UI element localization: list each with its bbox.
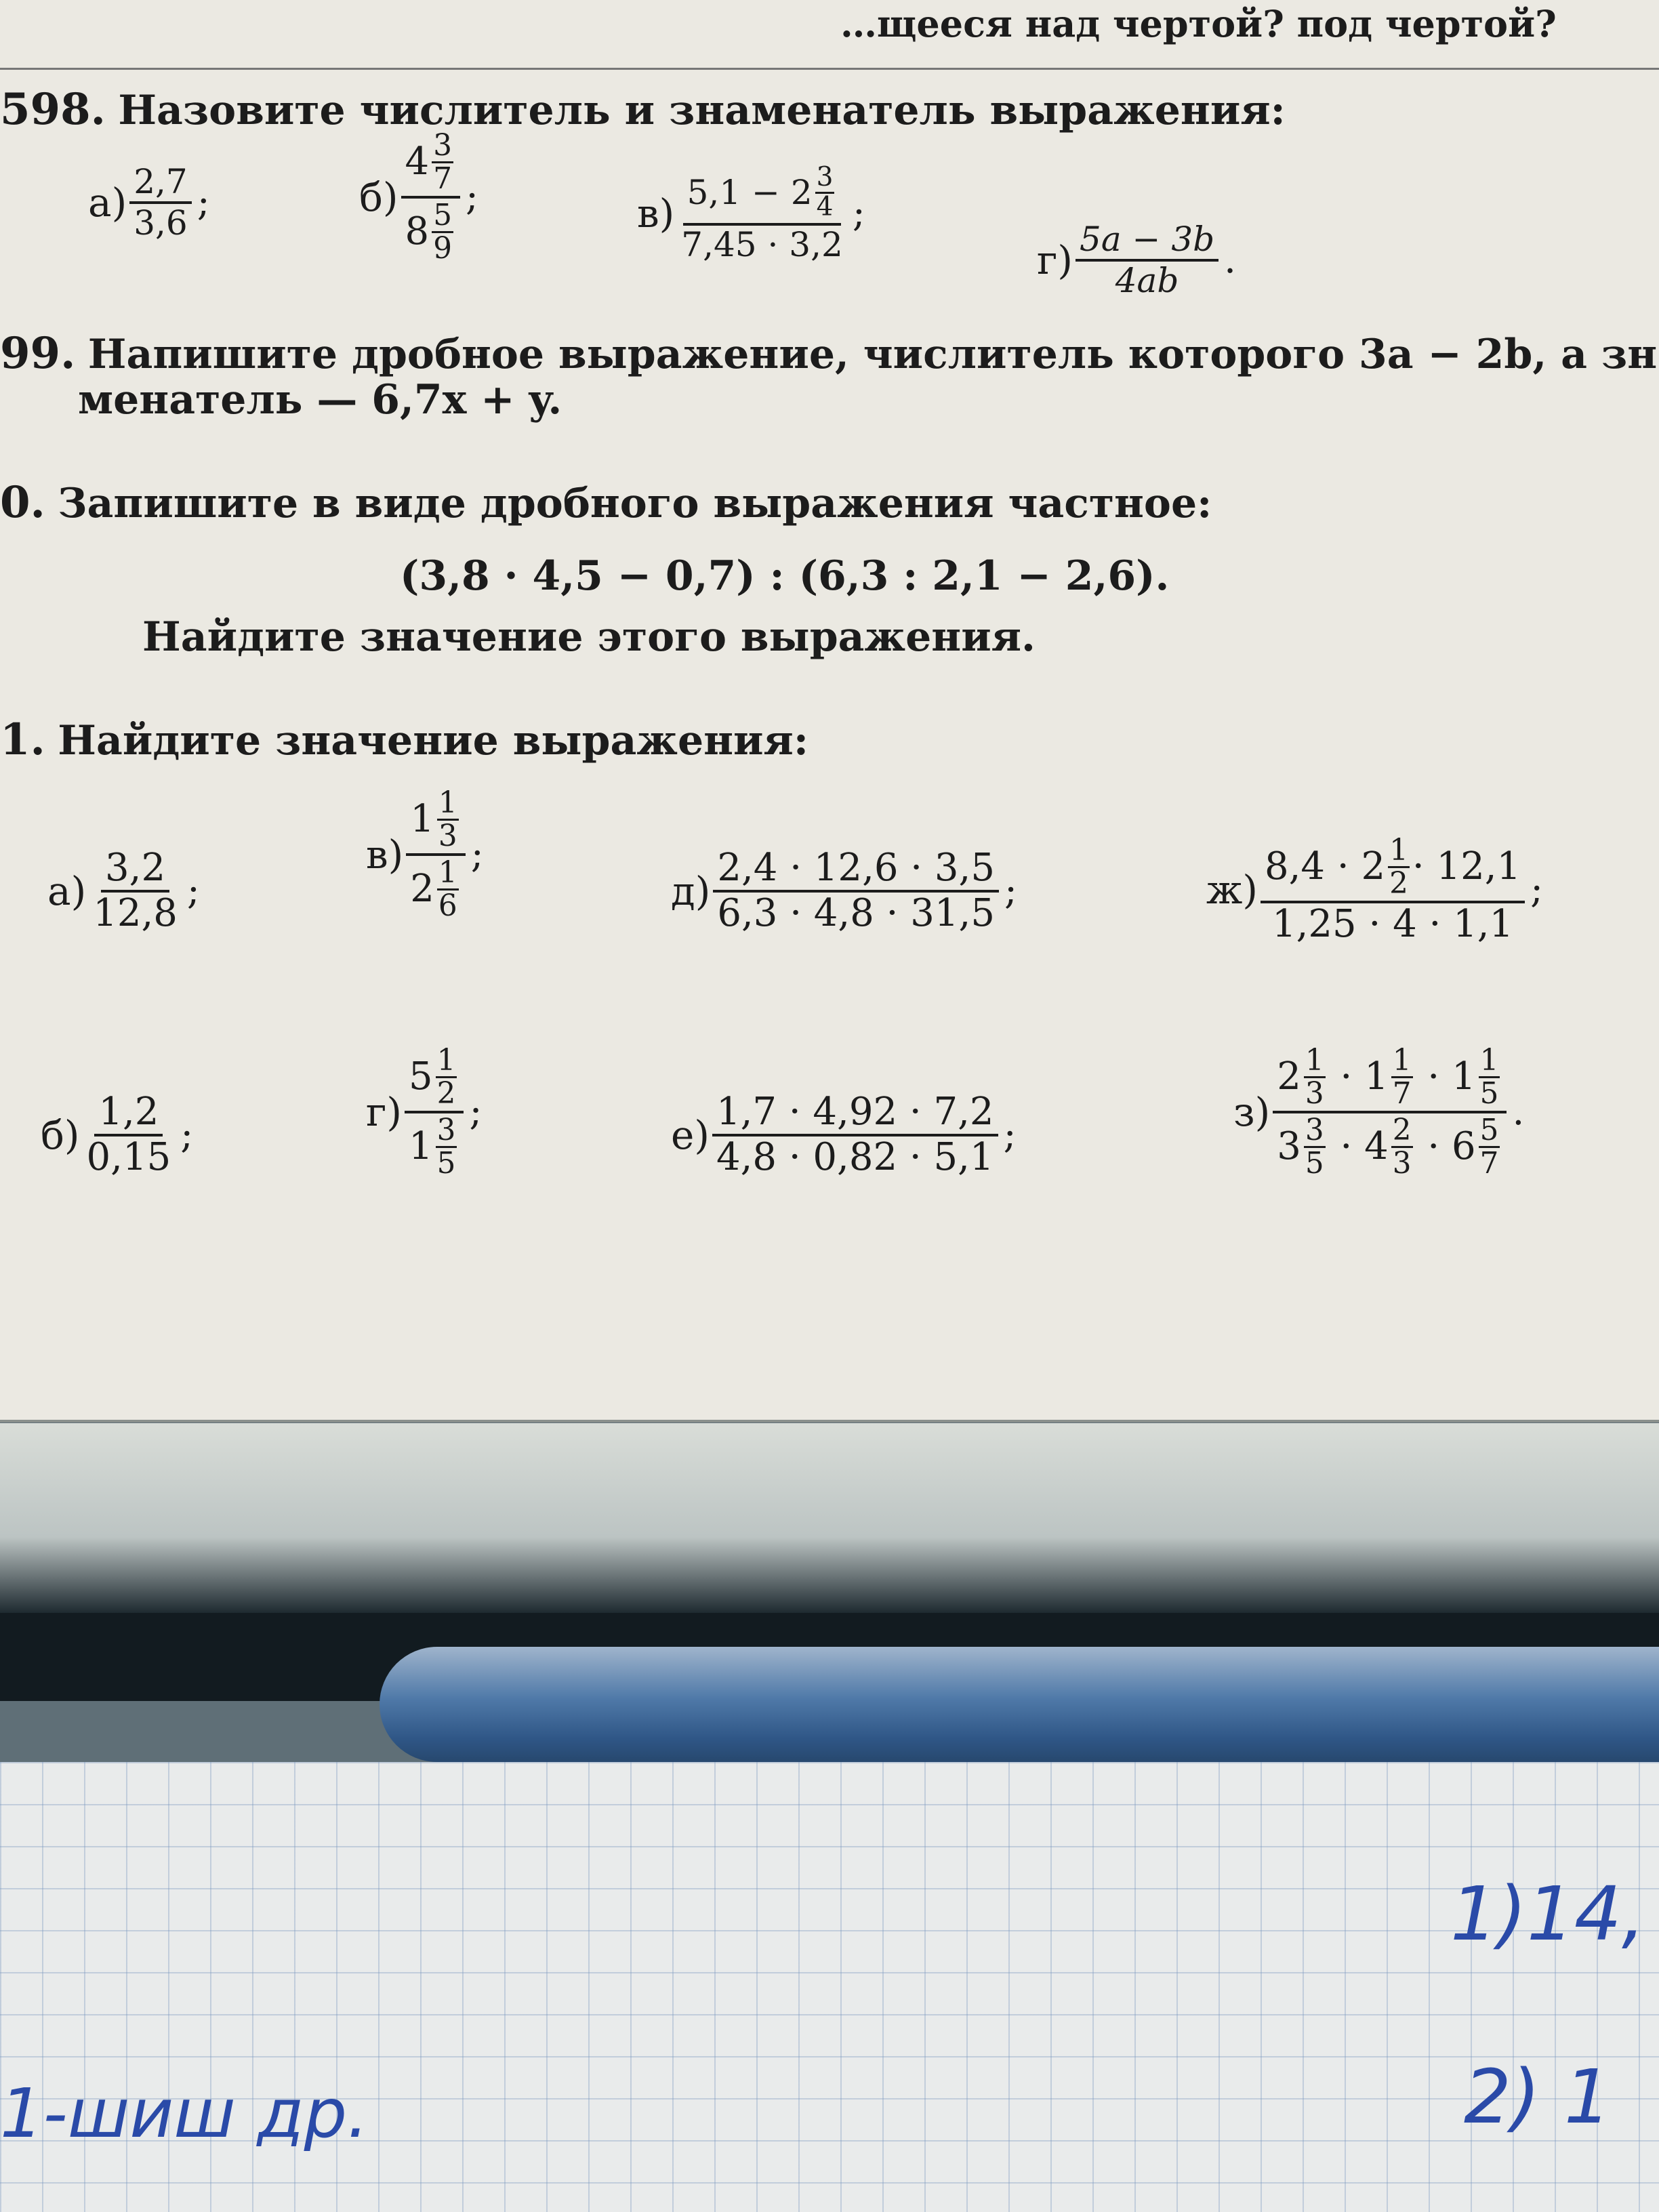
problem-number: 1. (0, 714, 45, 765)
math-text: 4 (1364, 1124, 1389, 1169)
denominator: 6,3 · 4,8 · 31,5 (717, 890, 995, 935)
math-text: 7 (1392, 1076, 1412, 1111)
item-label: г) (1037, 237, 1073, 283)
math-text: 8 (405, 209, 430, 254)
math-text: 1,25 · 4 · 1,1 (1271, 901, 1514, 946)
math-text: 5 (1479, 1076, 1499, 1111)
math-text: 2 (410, 867, 434, 912)
math-text: ; (469, 1090, 483, 1134)
header-rule (0, 68, 1659, 70)
math-text: 3 (1305, 1076, 1324, 1111)
book-edge (0, 1423, 1659, 1613)
math-text: 7,45 · 3,2 (681, 224, 843, 264)
math-text: 1 (436, 1043, 456, 1078)
p601-item-a (47, 847, 200, 935)
math-text: 5 (433, 197, 452, 232)
header-fragment: …щееся над чертой? под чертой? (840, 2, 1557, 45)
item-label: а) (47, 867, 87, 914)
math-text: 1 (438, 855, 457, 890)
pen (380, 1647, 1659, 1762)
p598-item-b (359, 129, 478, 265)
p601-item-v (366, 786, 484, 922)
math-text: 1 (1452, 1054, 1476, 1099)
math-text: 1 (409, 1124, 433, 1169)
p601-item-b (41, 1091, 193, 1179)
problem-599-line2: менатель — 6,7x + y. (78, 376, 562, 424)
problem-600-line3: Найдите значение этого выражения. (142, 613, 1036, 661)
denominator: 0,15 (86, 1134, 171, 1179)
math-text: 4 (816, 191, 834, 222)
item-label: г) (366, 1088, 403, 1135)
math-text: 3 (436, 1112, 456, 1147)
p601-item-d (671, 847, 1017, 935)
math-text: ; (852, 191, 865, 236)
denominator: 4,8 · 0,82 · 5,1 (716, 1134, 994, 1179)
item-label: з) (1233, 1088, 1271, 1135)
math-text: 3 (1392, 1145, 1412, 1181)
math-text: · (1427, 1124, 1440, 1169)
math-text: 1 (1389, 833, 1408, 867)
handwritten-note: 1-шиш др. (0, 2074, 369, 2153)
math-text: · (1340, 1124, 1353, 1169)
math-text: 5 (436, 1145, 456, 1181)
p601-item-e (671, 1091, 1016, 1179)
math-text: 9 (433, 230, 452, 266)
p601-item-z (1233, 1044, 1524, 1180)
item-label: в) (366, 831, 404, 878)
p598-item-a (88, 163, 210, 242)
math-text: ; (197, 180, 210, 224)
denominator: 12,8 (93, 890, 178, 935)
math-text: · (1427, 1054, 1440, 1099)
math-text: 3 (1277, 1124, 1301, 1169)
math-text: · 12,1 (1412, 844, 1521, 889)
item-label: ж) (1206, 866, 1258, 913)
item-label: д) (671, 867, 711, 914)
handwritten-answer-1: 1)14, (1450, 1870, 1645, 1957)
math-text: 1 (438, 785, 457, 820)
math-text: 2 (1389, 865, 1408, 901)
math-text: 1 (410, 797, 434, 842)
numerator: 2,7 (129, 163, 192, 204)
math-text: 2 (1277, 1054, 1301, 1099)
math-text: 4 (405, 140, 430, 184)
math-text: 8,4 · 2 (1264, 844, 1386, 889)
problem-601-heading (0, 714, 809, 765)
math-text: 3 (816, 162, 834, 192)
math-text: 2 (1392, 1112, 1412, 1147)
p598-item-v (637, 163, 865, 264)
problem-title: Найдите значение выражения: (58, 717, 809, 764)
p601-item-g (366, 1044, 482, 1180)
problem-title: Назовите числитель и знаменатель выражения: (118, 87, 1286, 134)
math-text: 5 (1479, 1112, 1499, 1147)
denominator: 4ab (1115, 260, 1179, 300)
handwritten-answer-2: 2) 1 (1464, 2053, 1612, 2140)
math-text: . (1224, 238, 1236, 282)
problem-599-line1 (0, 328, 1658, 379)
math-text: 1 (1392, 1043, 1412, 1078)
numerator: 2,4 · 12,6 · 3,5 (713, 847, 999, 893)
numerator: 1,2 (94, 1091, 163, 1136)
item-label: е) (671, 1111, 710, 1158)
problem-text: Напишите дробное выражение, числитель которого 3a − 2b, а зн (87, 331, 1658, 378)
problem-600-line1 (0, 477, 1212, 528)
numerator: 5a − 3b (1076, 220, 1218, 262)
math-text: 1 (1364, 1054, 1389, 1099)
problem-text: Запишите в виде дробного выражения частное: (58, 480, 1212, 527)
problem-number: 99. (0, 328, 76, 379)
p601-item-zh (1206, 834, 1543, 946)
numerator: 1,7 · 4,92 · 7,2 (712, 1091, 998, 1136)
p598-item-g (1037, 220, 1236, 300)
item-label: б) (41, 1111, 80, 1158)
problem-number: 0. (0, 477, 45, 528)
denominator: 3,6 (134, 203, 188, 243)
math-text: 3 (438, 818, 457, 853)
problem-600-expression: (3,8 · 4,5 − 0,7) : (6,3 : 2,1 − 2,6). (400, 552, 1170, 600)
math-text: 3 (433, 128, 452, 163)
math-text: 5 (1305, 1145, 1324, 1181)
math-text: ; (470, 832, 484, 877)
math-text: 5,1 − 2 (687, 173, 813, 213)
problem-number: 598. (0, 84, 106, 135)
math-text: 7 (1479, 1145, 1499, 1181)
item-label: в) (637, 190, 675, 237)
item-label: а) (88, 179, 127, 226)
math-text: 6 (438, 888, 457, 923)
math-text: ; (180, 1113, 194, 1158)
math-text: 2 (436, 1076, 456, 1111)
numerator: 3,2 (101, 847, 169, 893)
math-text: ; (1004, 869, 1017, 914)
item-label: б) (359, 173, 398, 220)
math-text: 1 (1479, 1043, 1499, 1078)
math-text: ; (186, 869, 200, 914)
math-text: . (1512, 1090, 1525, 1134)
math-text: ; (465, 175, 478, 220)
math-text: 1 (1305, 1043, 1324, 1078)
problem-598-heading (0, 84, 1286, 135)
math-text: 5 (409, 1054, 433, 1099)
math-text: 6 (1452, 1124, 1476, 1169)
math-text: 7 (433, 161, 452, 196)
math-text: ; (1003, 1113, 1017, 1158)
math-text: 3 (1305, 1112, 1324, 1147)
math-text: ; (1530, 867, 1544, 912)
math-text: · (1340, 1054, 1353, 1099)
